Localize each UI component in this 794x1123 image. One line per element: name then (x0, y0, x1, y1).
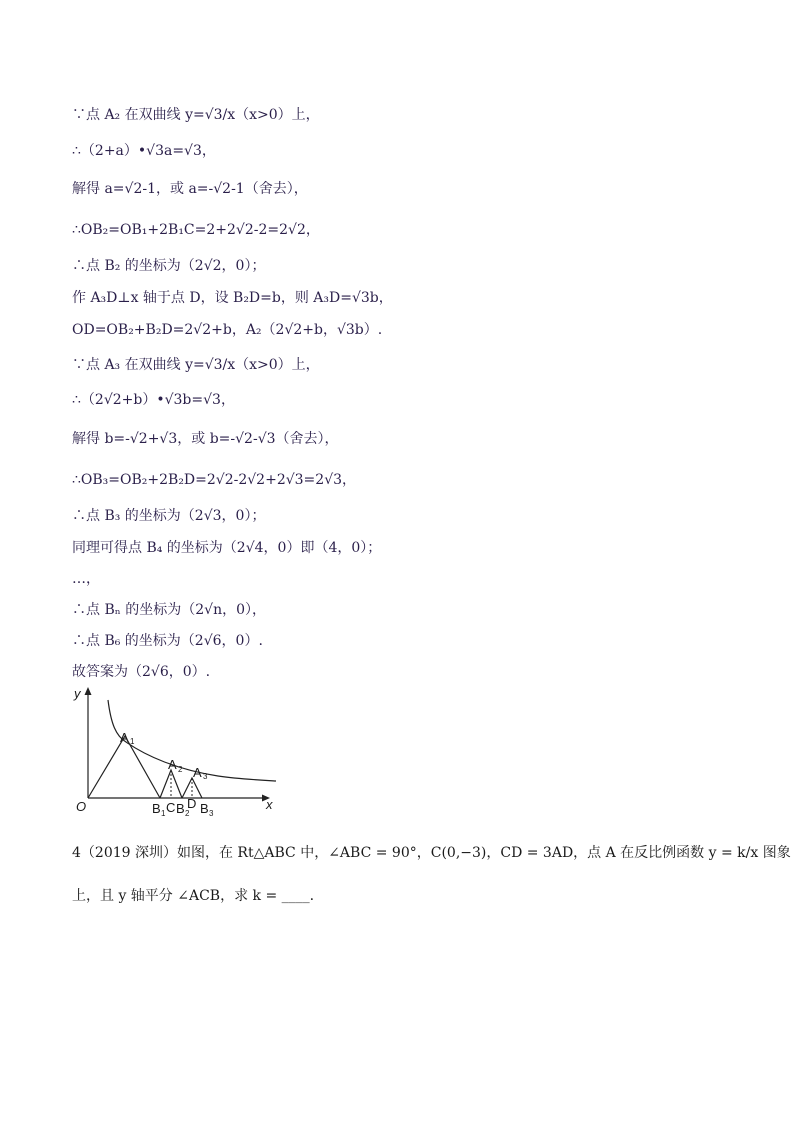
label-d: D (187, 796, 197, 811)
label-b2: B (176, 801, 185, 816)
label-b1: B (152, 801, 161, 816)
problem-statement-line-1: 4（2019 深圳）如图，在 Rt△ABC 中，∠ABC = 90°，C(0,−3)，CD = 3AD，点 A 在反比例函数 y = k/x 图象 (72, 845, 791, 861)
y-axis-arrow (85, 687, 92, 695)
label-a2-sub: 2 (178, 765, 183, 774)
solution-line: ∴点 B₆ 的坐标为（2√6，0）. (72, 633, 263, 649)
solution-line: …， (72, 571, 100, 587)
solution-line: ∴（2+a）•√3a=√3， (72, 143, 216, 159)
label-c: C (166, 800, 176, 815)
solution-line: 同理可得点 B₄ 的坐标为（2√4，0）即（4，0）； (72, 540, 382, 556)
label-a1-sub: 1 (130, 737, 135, 746)
triangle-1 (88, 736, 160, 798)
solution-line: ∴（2√2+b）•√3b=√3， (72, 392, 235, 408)
hyperbola-triangles-diagram (68, 684, 278, 830)
solution-line: ∴点 Bₙ 的坐标为（2√n，0）， (72, 602, 266, 618)
solution-line: ∵点 A₂ 在双曲线 y=√3/x（x>0）上， (72, 107, 320, 123)
solution-line: ∴点 B₃ 的坐标为（2√3，0）； (72, 508, 266, 524)
label-y: y (74, 686, 81, 701)
problem-statement-line-2: 上，且 y 轴平分 ∠ACB，求 k = ____. (72, 888, 315, 904)
label-b2-sub: 2 (185, 809, 190, 818)
label-a1: A (120, 730, 129, 745)
label-a3-sub: 3 (203, 772, 208, 781)
label-b3: B (200, 801, 209, 816)
solution-line: 解得 b=-√2+√3，或 b=-√2-√3（舍去）， (72, 431, 339, 447)
label-o: O (76, 799, 87, 814)
label-x: x (266, 797, 273, 812)
label-a3: A (193, 765, 202, 780)
solution-line: 作 A₃D⊥x 轴于点 D，设 B₂D=b，则 A₃D=√3b， (72, 290, 393, 306)
solution-line: ∴OB₃=OB₂+2B₂D=2√2-2√2+2√3=2√3， (72, 472, 357, 488)
solution-line: 故答案为（2√6，0）. (72, 664, 211, 680)
label-a2: A (168, 757, 177, 772)
label-b3-sub: 3 (209, 809, 214, 818)
solution-line: 解得 a=√2-1，或 a=-√2-1（舍去）， (72, 181, 308, 197)
label-b1-sub: 1 (161, 809, 166, 818)
geometry-figure (68, 684, 278, 830)
solution-line: OD=OB₂+B₂D=2√2+b，A₂（2√2+b，√3b）. (72, 322, 383, 338)
solution-line: ∵点 A₃ 在双曲线 y=√3/x（x>0）上， (72, 357, 320, 373)
solution-line: ∴点 B₂ 的坐标为（2√2，0）； (72, 258, 266, 274)
solution-line: ∴OB₂=OB₁+2B₁C=2+2√2-2=2√2， (72, 222, 320, 238)
